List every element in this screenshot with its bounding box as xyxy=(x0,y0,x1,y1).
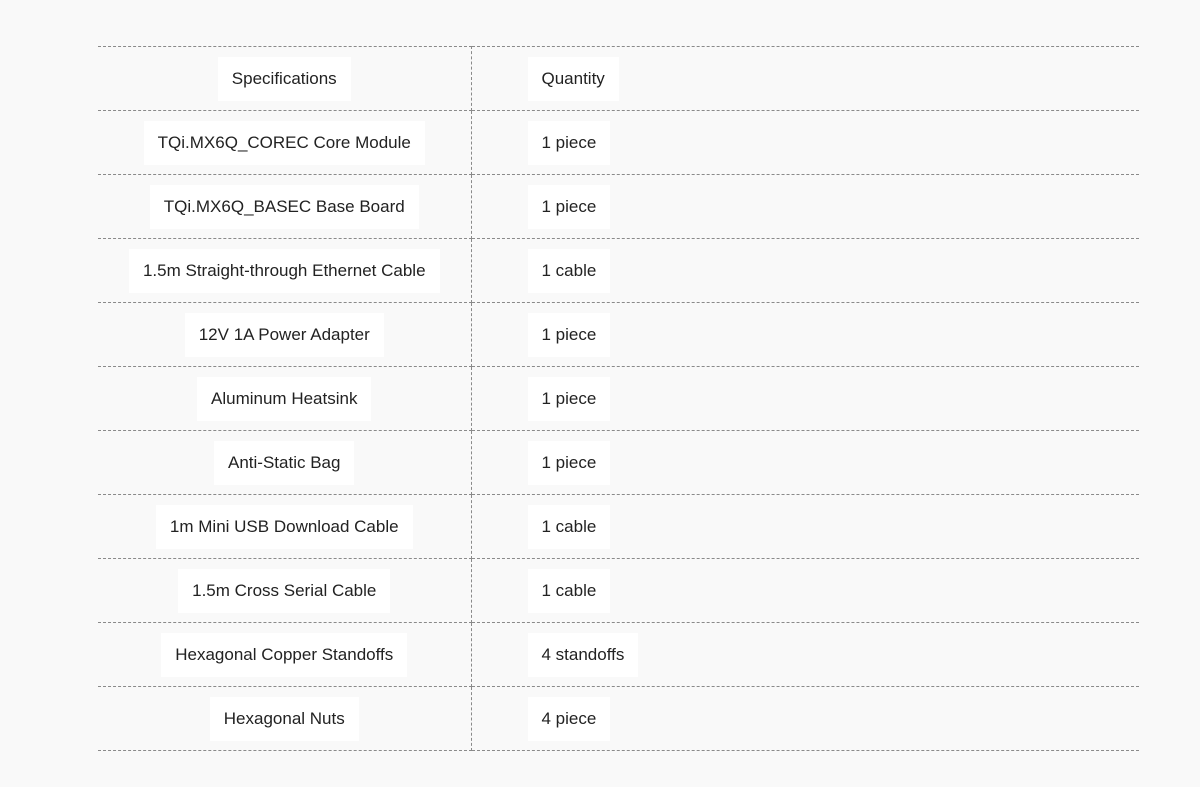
table-header-row xyxy=(98,47,1139,111)
quantity-label: 1 cable xyxy=(528,569,611,613)
quantity-cell xyxy=(471,559,1139,623)
item-cell xyxy=(98,175,471,239)
item-label: 12V 1A Power Adapter xyxy=(185,313,384,357)
quantity-cell xyxy=(471,623,1139,687)
quantity-label: 1 piece xyxy=(528,377,611,421)
quantity-label: 1 piece xyxy=(528,313,611,357)
quantity-label: 1 piece xyxy=(528,441,611,485)
item-label: TQi.MX6Q_COREC Core Module xyxy=(144,121,425,165)
table-row xyxy=(98,623,1139,687)
item-cell xyxy=(98,239,471,303)
table-row xyxy=(98,303,1139,367)
quantity-label: 1 cable xyxy=(528,505,611,549)
quantity-cell xyxy=(471,431,1139,495)
item-cell xyxy=(98,687,471,751)
item-label: Aluminum Heatsink xyxy=(197,377,371,421)
quantity-cell xyxy=(471,367,1139,431)
table-row xyxy=(98,175,1139,239)
quantity-label: 1 piece xyxy=(528,185,611,229)
item-cell xyxy=(98,303,471,367)
quantity-cell xyxy=(471,687,1139,751)
item-label: Hexagonal Nuts xyxy=(210,697,359,741)
item-label: TQi.MX6Q_BASEC Base Board xyxy=(150,185,419,229)
quantity-label: 1 piece xyxy=(528,121,611,165)
item-cell xyxy=(98,495,471,559)
table-row xyxy=(98,431,1139,495)
quantity-label: 4 piece xyxy=(528,697,611,741)
item-label: 1.5m Cross Serial Cable xyxy=(178,569,390,613)
header-quantity-label: Quantity xyxy=(528,57,619,101)
header-specifications xyxy=(98,47,471,111)
quantity-cell xyxy=(471,111,1139,175)
table-row xyxy=(98,367,1139,431)
table-row xyxy=(98,495,1139,559)
table-row xyxy=(98,111,1139,175)
header-specifications-label: Specifications xyxy=(218,57,351,101)
quantity-label: 1 cable xyxy=(528,249,611,293)
item-label: Anti-Static Bag xyxy=(214,441,354,485)
table-row xyxy=(98,239,1139,303)
item-cell xyxy=(98,431,471,495)
quantity-cell xyxy=(471,175,1139,239)
quantity-cell xyxy=(471,239,1139,303)
table-row xyxy=(98,687,1139,751)
header-quantity xyxy=(471,47,1139,111)
quantity-cell xyxy=(471,495,1139,559)
table-row xyxy=(98,559,1139,623)
item-cell xyxy=(98,559,471,623)
item-label: 1.5m Straight-through Ethernet Cable xyxy=(129,249,440,293)
item-cell xyxy=(98,111,471,175)
quantity-cell xyxy=(471,303,1139,367)
quantity-label: 4 standoffs xyxy=(528,633,639,677)
item-label: Hexagonal Copper Standoffs xyxy=(161,633,407,677)
item-label: 1m Mini USB Download Cable xyxy=(156,505,413,549)
item-cell xyxy=(98,367,471,431)
spec-table xyxy=(98,46,1139,751)
item-cell xyxy=(98,623,471,687)
